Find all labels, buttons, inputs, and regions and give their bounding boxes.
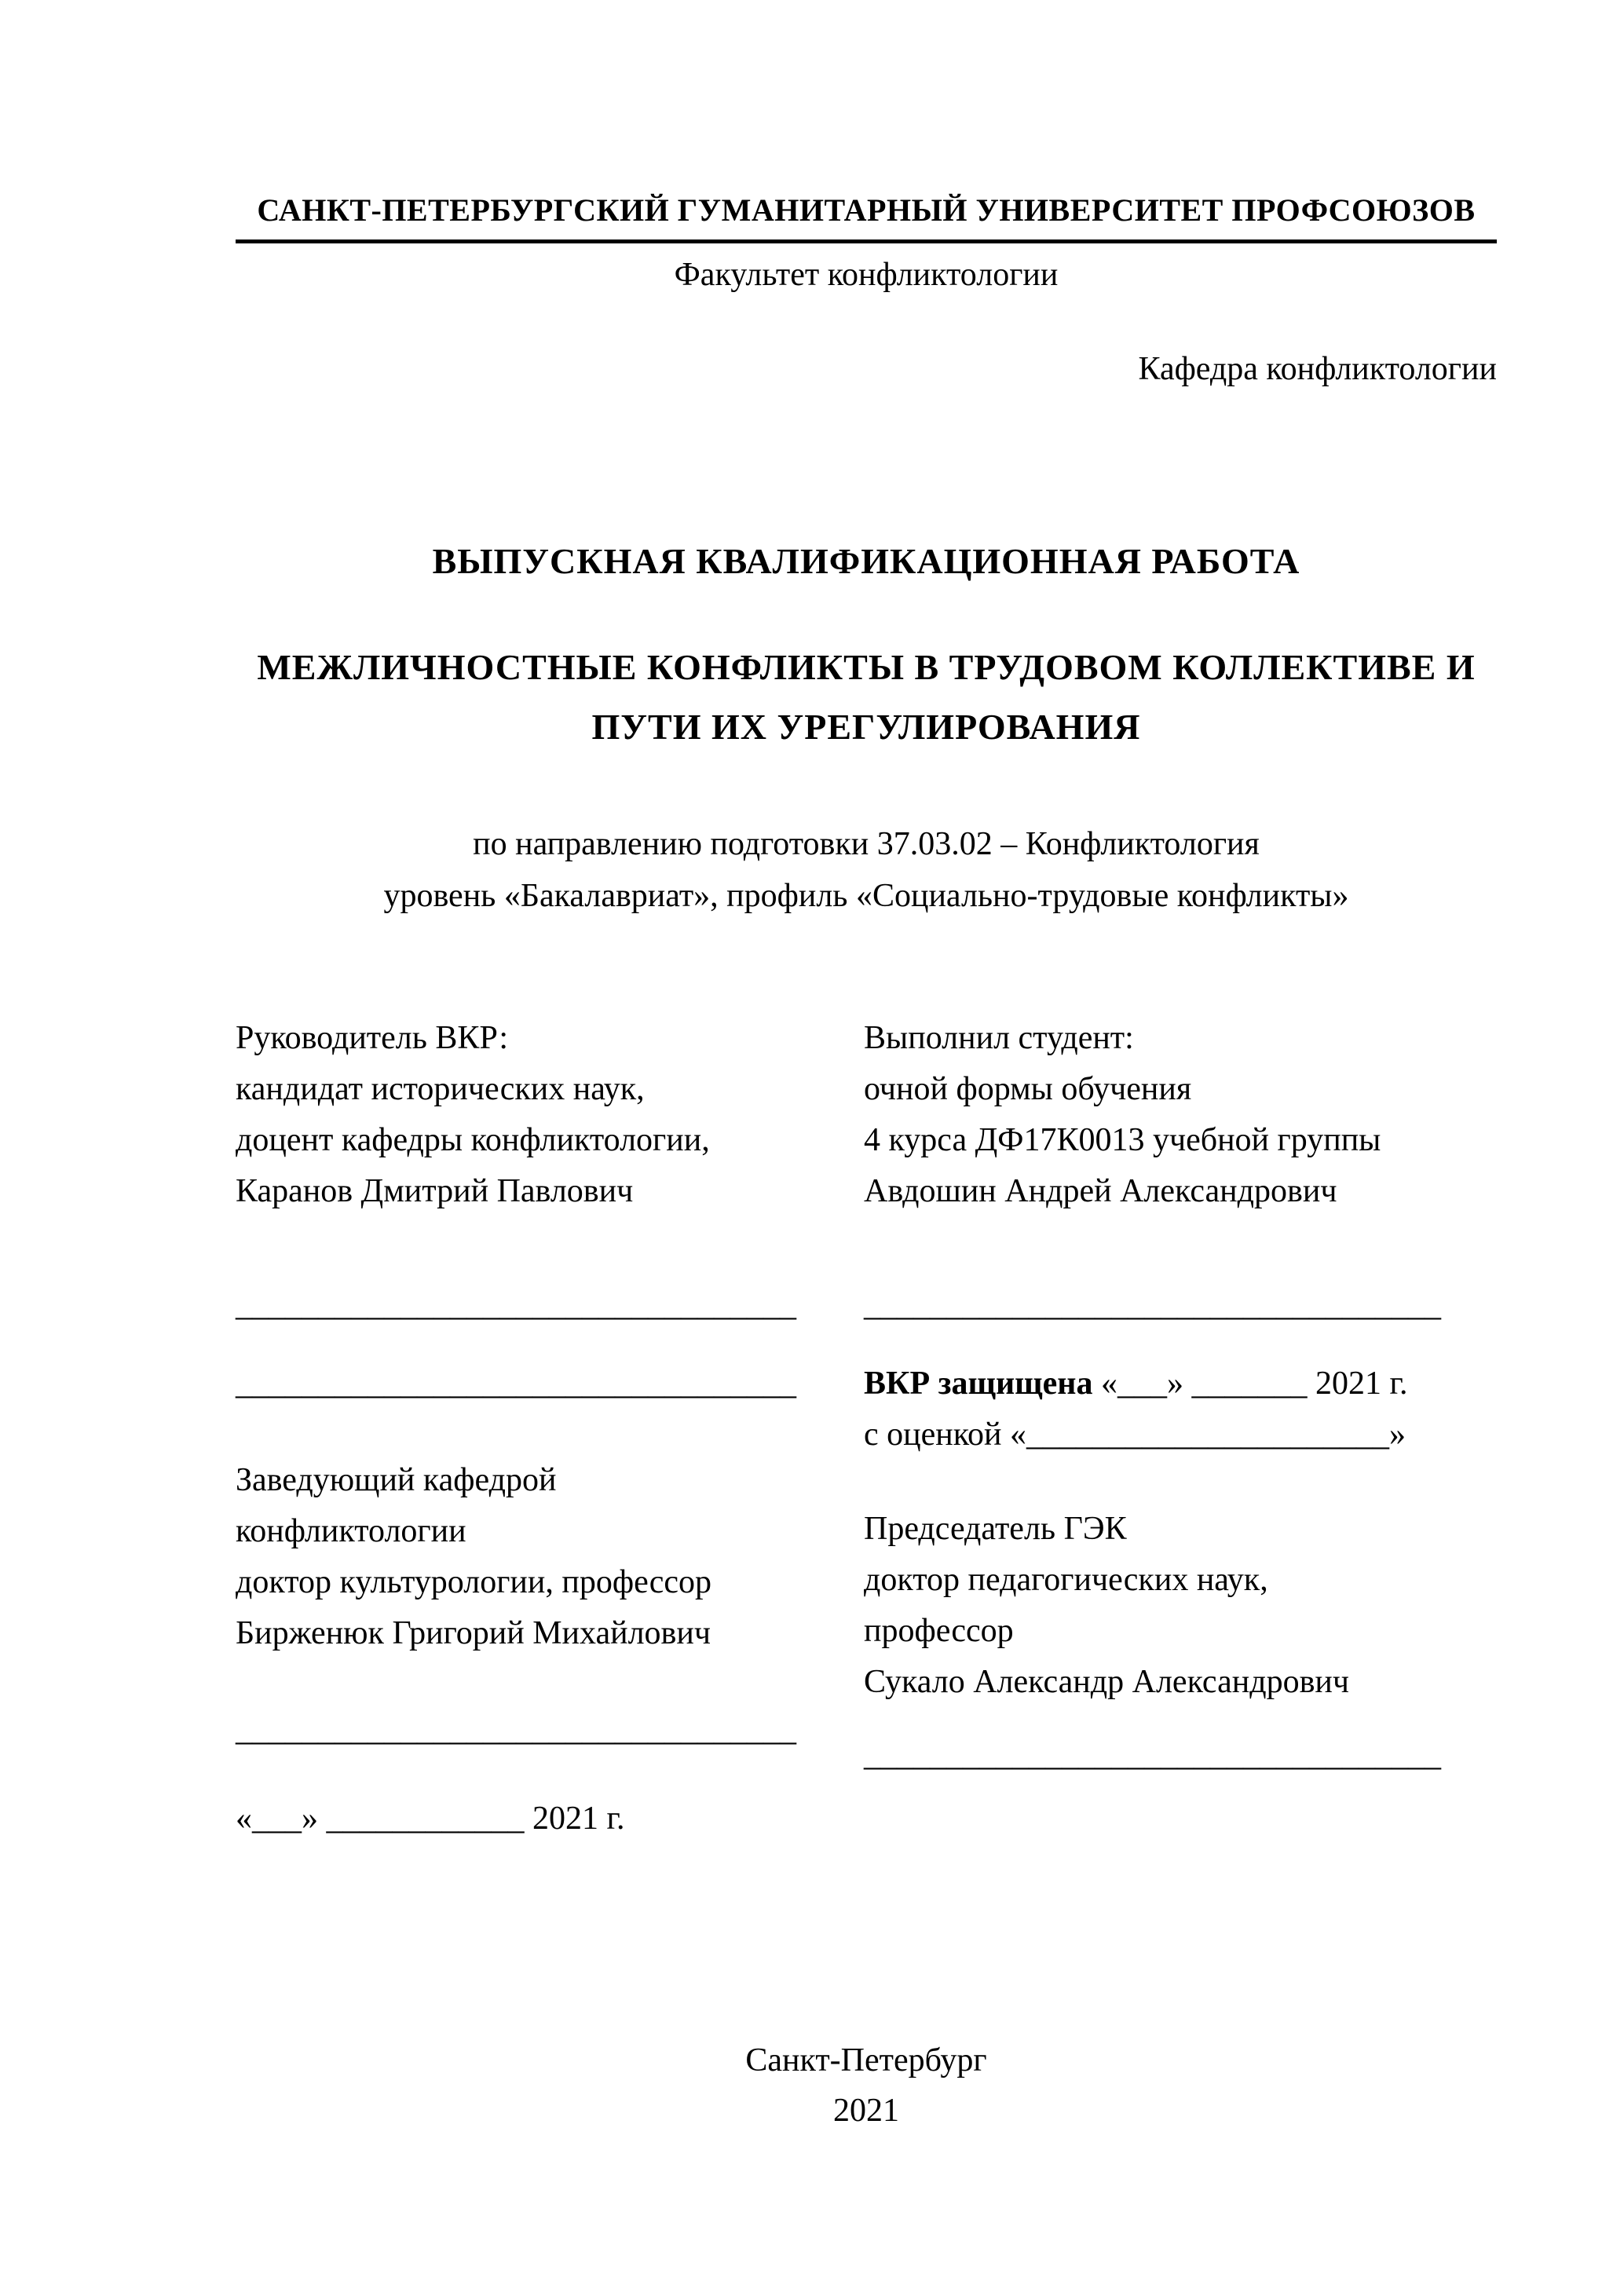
- student-block: [864, 1013, 1516, 1217]
- student-form: очной формы обучения: [864, 1071, 1192, 1107]
- committee-chair-rank: профессор: [864, 1613, 1014, 1649]
- supervisor-signature-line-1: __________________________________: [236, 1287, 796, 1323]
- footer-city: Санкт-Петербург: [745, 2042, 987, 2078]
- supervisor-position: доцент кафедры конфликтологии,: [236, 1122, 710, 1158]
- supervisor-block: [236, 1013, 840, 1217]
- supervisor-label: Руководитель ВКР:: [236, 1020, 509, 1056]
- program-info: [236, 818, 1497, 922]
- department-head-block: [236, 1455, 840, 1659]
- student-signature-line: ___________________________________: [864, 1287, 1441, 1323]
- student-name: Авдошин Андрей Александрович: [864, 1173, 1337, 1209]
- committee-chair-degree: доктор педагогических наук,: [864, 1562, 1268, 1598]
- student-label: Выполнил студент:: [864, 1020, 1134, 1056]
- defense-grade-line: с оценкой «______________________»: [864, 1417, 1406, 1453]
- defense-block: [864, 1358, 1516, 1461]
- faculty-name: Факультет конфликтологии: [674, 257, 1059, 293]
- department-head-signature-line: __________________________________: [236, 1712, 796, 1748]
- thesis-title-line1: МЕЖЛИЧНОСТНЫЕ КОНФЛИКТЫ В ТРУДОВОМ КОЛЛЕКТИВЕ И: [257, 647, 1476, 687]
- work-type-title: ВЫПУСКНАЯ КВАЛИФИКАЦИОННАЯ РАБОТА: [432, 541, 1300, 581]
- committee-chair-block: [864, 1504, 1516, 1708]
- program-direction: по направлению подготовки 37.03.02 – Конфликтология: [473, 826, 1260, 862]
- supervisor-name: Каранов Дмитрий Павлович: [236, 1173, 634, 1209]
- department-name: Кафедра конфликтологии: [1138, 351, 1497, 387]
- department-head-degree: доктор культурологии, профессор: [236, 1564, 712, 1600]
- thesis-title: [236, 638, 1497, 757]
- left-column: [236, 1013, 840, 1844]
- department-head-date-line: «___» ____________ 2021 г.: [236, 1801, 625, 1837]
- committee-chair-signature-line: ___________________________________: [864, 1737, 1441, 1773]
- department-head-title-1: Заведующий кафедрой: [236, 1462, 557, 1498]
- student-group: 4 курса ДФ17К0013 учебной группы: [864, 1122, 1381, 1158]
- right-column: [864, 1013, 1516, 1781]
- defense-date-line: [864, 1358, 1516, 1409]
- footer-year: 2021: [833, 2093, 899, 2129]
- committee-chair-title: Председатель ГЭК: [864, 1511, 1127, 1547]
- supervisor-signature-line-2: __________________________________: [236, 1366, 796, 1402]
- footer: [236, 2035, 1497, 2136]
- department-head-name: Бирженюк Григорий Михайлович: [236, 1615, 711, 1651]
- university-name: САНКТ-ПЕТЕРБУРГСКИЙ ГУМАНИТАРНЫЙ УНИВЕРСИТЕТ ПРОФСОЮЗОВ: [236, 192, 1497, 243]
- thesis-title-line2: ПУТИ ИХ УРЕГУЛИРОВАНИЯ: [591, 707, 1141, 747]
- committee-chair-name: Сукало Александр Александрович: [864, 1664, 1350, 1700]
- program-level: уровень «Бакалавриат», профиль «Социально-трудовые конфликты»: [383, 878, 1349, 914]
- defense-label: ВКР защищена: [864, 1366, 1093, 1402]
- defense-date-blank: «___» _______ 2021 г.: [1092, 1366, 1408, 1402]
- department-head-title-2: конфликтологии: [236, 1513, 466, 1549]
- supervisor-degree: кандидат исторических наук,: [236, 1071, 645, 1107]
